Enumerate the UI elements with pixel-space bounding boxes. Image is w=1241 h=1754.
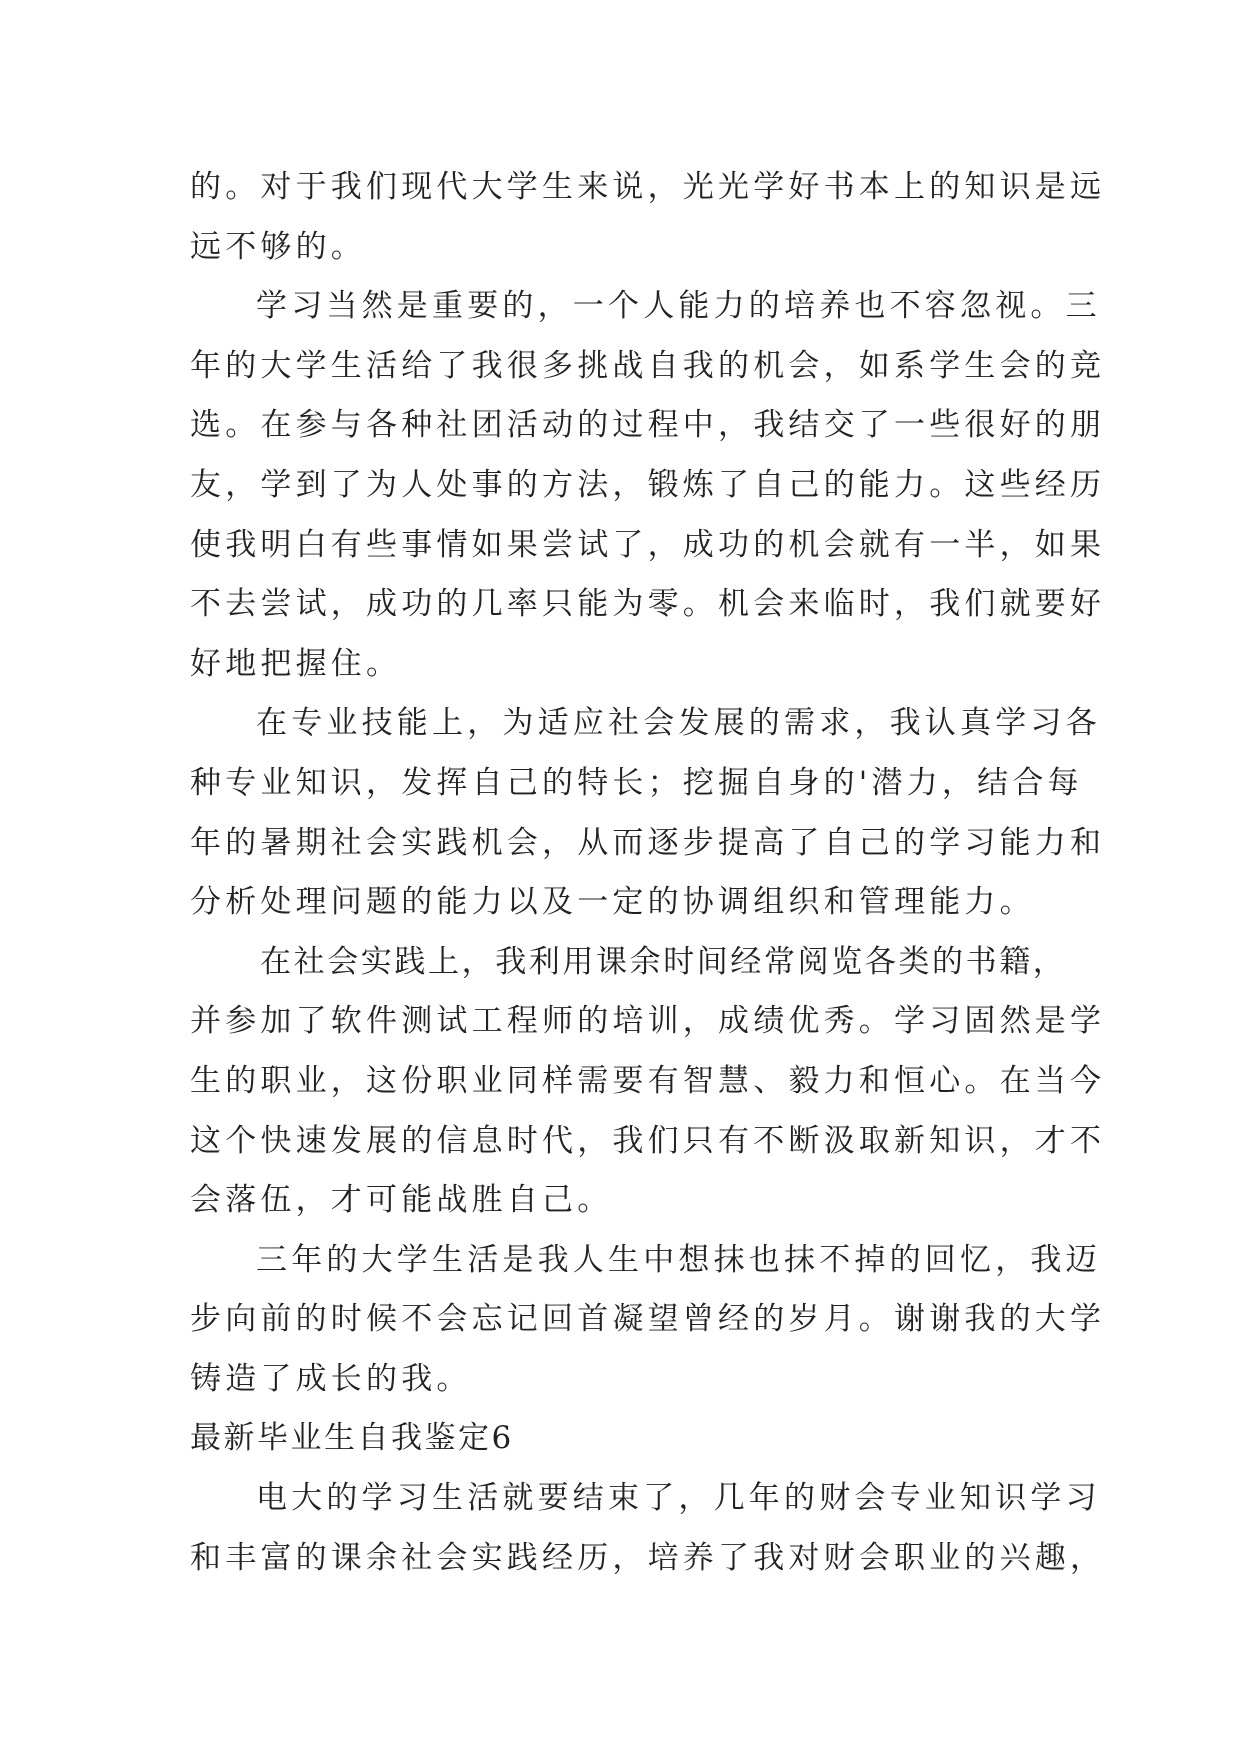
text-line: 年的大学生活给了我很多挑战自我的机会，如系学生会的竞 [190, 347, 1106, 384]
text-line: 并参加了软件测试工程师的培训，成绩优秀。学习固然是学 [190, 1003, 1106, 1040]
section-heading: 最新毕业生自我鉴定6 [190, 1420, 514, 1457]
text-line: 友，学到了为人处事的方法，锻炼了自己的能力。这些经历 [190, 466, 1106, 503]
text-line: 种专业知识，发挥自己的特长；挖掘自身的'潜力，结合每 [190, 764, 1083, 801]
text-line: 不去尝试，成功的几率只能为零。机会来临时，我们就要好 [190, 586, 1106, 623]
text-line: 和丰富的课余社会实践经历，培养了我对财会职业的兴趣， [190, 1539, 1106, 1576]
text-line: 使我明白有些事情如果尝试了，成功的机会就有一半，如果 [190, 526, 1106, 563]
paragraph [190, 1231, 1106, 1410]
text-line: 选。在参与各种社团活动的过程中，我结交了一些很好的朋 [190, 407, 1106, 444]
text-line: 三年的大学生活是我人生中想抹也抹不掉的回忆，我迈 [256, 1241, 1101, 1278]
text-line: 步向前的时候不会忘记回首凝望曾经的岁月。谢谢我的大学 [190, 1301, 1106, 1338]
text-line: 远不够的。 [190, 228, 366, 265]
paragraph [190, 694, 1106, 932]
text-line: 铸造了成长的我。 [190, 1360, 472, 1397]
text-line: 这个快速发展的信息时代，我们只有不断汲取新知识，才不 [190, 1122, 1106, 1159]
text-line: 学习当然是重要的，一个人能力的培养也不容忽视。三 [256, 288, 1101, 325]
text-line: 在社会实践上，我利用课余时间经常阅览各类的书籍， [260, 943, 1067, 980]
paragraph [190, 933, 1106, 1231]
paragraph [190, 277, 1106, 694]
paragraph [190, 1469, 1106, 1588]
text-line: 生的职业，这份职业同样需要有智慧、毅力和恒心。在当今 [190, 1062, 1106, 1099]
text-line: 在专业技能上，为适应社会发展的需求，我认真学习各 [256, 705, 1101, 742]
text-line: 年的暑期社会实践机会，从而逐步提高了自己的学习能力和 [190, 824, 1106, 861]
document-body [190, 158, 1106, 1588]
text-line: 电大的学习生活就要结束了，几年的财会专业知识学习 [256, 1480, 1101, 1517]
text-line: 分析处理问题的能力以及一定的协调组织和管理能力。 [190, 884, 1035, 921]
paragraph [190, 158, 1106, 277]
text-line: 会落伍，才可能战胜自己。 [190, 1182, 613, 1219]
text-line: 好地把握住。 [190, 645, 402, 682]
text-line: 的。对于我们现代大学生来说，光光学好书本上的知识是远 [190, 169, 1106, 205]
